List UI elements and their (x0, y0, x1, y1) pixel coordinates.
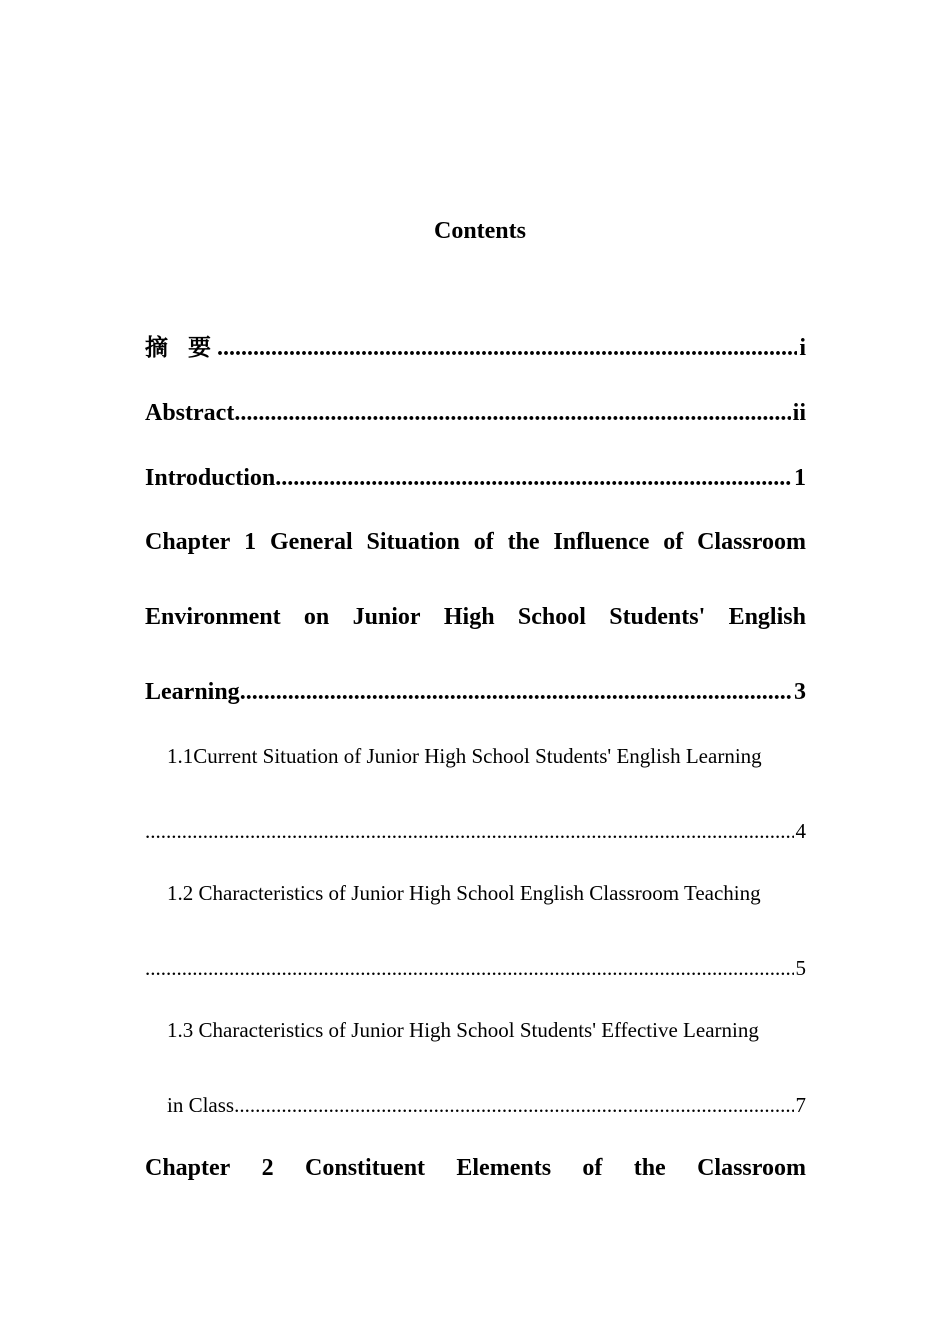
toc-word: Students' (609, 604, 706, 630)
toc-entry-label: in Class (167, 1093, 235, 1117)
toc-word: Chapter (145, 529, 231, 555)
toc-word: 1 (244, 529, 257, 555)
toc-word: Junior (352, 604, 421, 630)
toc-entry-section-1-1-line2[interactable] (145, 817, 806, 845)
toc-page-number: i (799, 335, 806, 361)
page-title: Contents (433, 218, 526, 244)
toc-entry-section-1-2-line1[interactable] (167, 879, 806, 907)
toc-page-number: ii (792, 400, 806, 426)
toc-page-number: 1 (794, 465, 806, 491)
toc-word: Constituent (305, 1155, 426, 1181)
toc-entry-chapter1-line1[interactable] (145, 527, 806, 557)
toc-word: High (443, 604, 495, 630)
dot-leader (234, 1091, 793, 1119)
toc-page-number: 5 (795, 956, 806, 980)
toc-entry-section-1-1-line1[interactable] (167, 742, 806, 770)
toc-entry-zhaiyao[interactable] (145, 333, 806, 363)
toc-entry-abstract[interactable] (145, 398, 806, 428)
toc-entry-section-1-3-line2[interactable] (167, 1091, 806, 1119)
toc-entry-label: 1.3 Characteristics of Junior High School Students' Effective Learning (167, 1018, 759, 1042)
toc-page-number: 3 (794, 679, 806, 705)
toc-word: Elements (456, 1155, 552, 1181)
toc-word: Classroom (697, 1155, 806, 1181)
toc-entry-chapter2-line1[interactable] (145, 1153, 806, 1183)
toc-word: Classroom (697, 529, 806, 555)
toc-entry-section-1-3-line1[interactable] (167, 1016, 806, 1044)
toc-word: School (517, 604, 586, 630)
toc-word: Environment (145, 604, 281, 630)
toc-entry-introduction[interactable] (145, 463, 806, 493)
dot-leader (234, 398, 790, 428)
toc-word: 2 (261, 1155, 274, 1181)
toc-entry-chapter1-line3[interactable] (145, 677, 806, 707)
toc-word: of (473, 529, 494, 555)
toc-entry-label: Abstract (145, 400, 235, 426)
toc-word: of (582, 1155, 603, 1181)
dot-leader (145, 954, 794, 982)
toc-entry-label: Introduction (145, 465, 276, 491)
toc-word: the (633, 1155, 666, 1181)
toc-entry-section-1-2-line2[interactable] (145, 954, 806, 982)
toc-word: of (663, 529, 684, 555)
dot-leader (217, 333, 797, 363)
toc-page-number: 7 (795, 1093, 806, 1117)
toc-entry-label: 摘 要 (145, 335, 218, 361)
toc-word: Influence (553, 529, 650, 555)
dot-leader (145, 817, 794, 845)
toc-word: General (270, 529, 353, 555)
toc-word: English (728, 604, 806, 630)
toc-entry-label: 1.2 Characteristics of Junior High School English Classroom Teaching (167, 881, 761, 905)
toc-word: Chapter (145, 1155, 231, 1181)
toc-entry-label: Learning (145, 679, 240, 705)
toc-word: on (303, 604, 330, 630)
dot-leader (240, 677, 792, 707)
toc-word: the (507, 529, 540, 555)
toc-page-number: 4 (795, 819, 806, 843)
toc-entry-label: 1.1Current Situation of Junior High School Students' English Learning (167, 744, 762, 768)
toc-entry-chapter1-line2[interactable] (145, 602, 806, 632)
toc-word: Situation (366, 529, 460, 555)
dot-leader (275, 463, 792, 493)
